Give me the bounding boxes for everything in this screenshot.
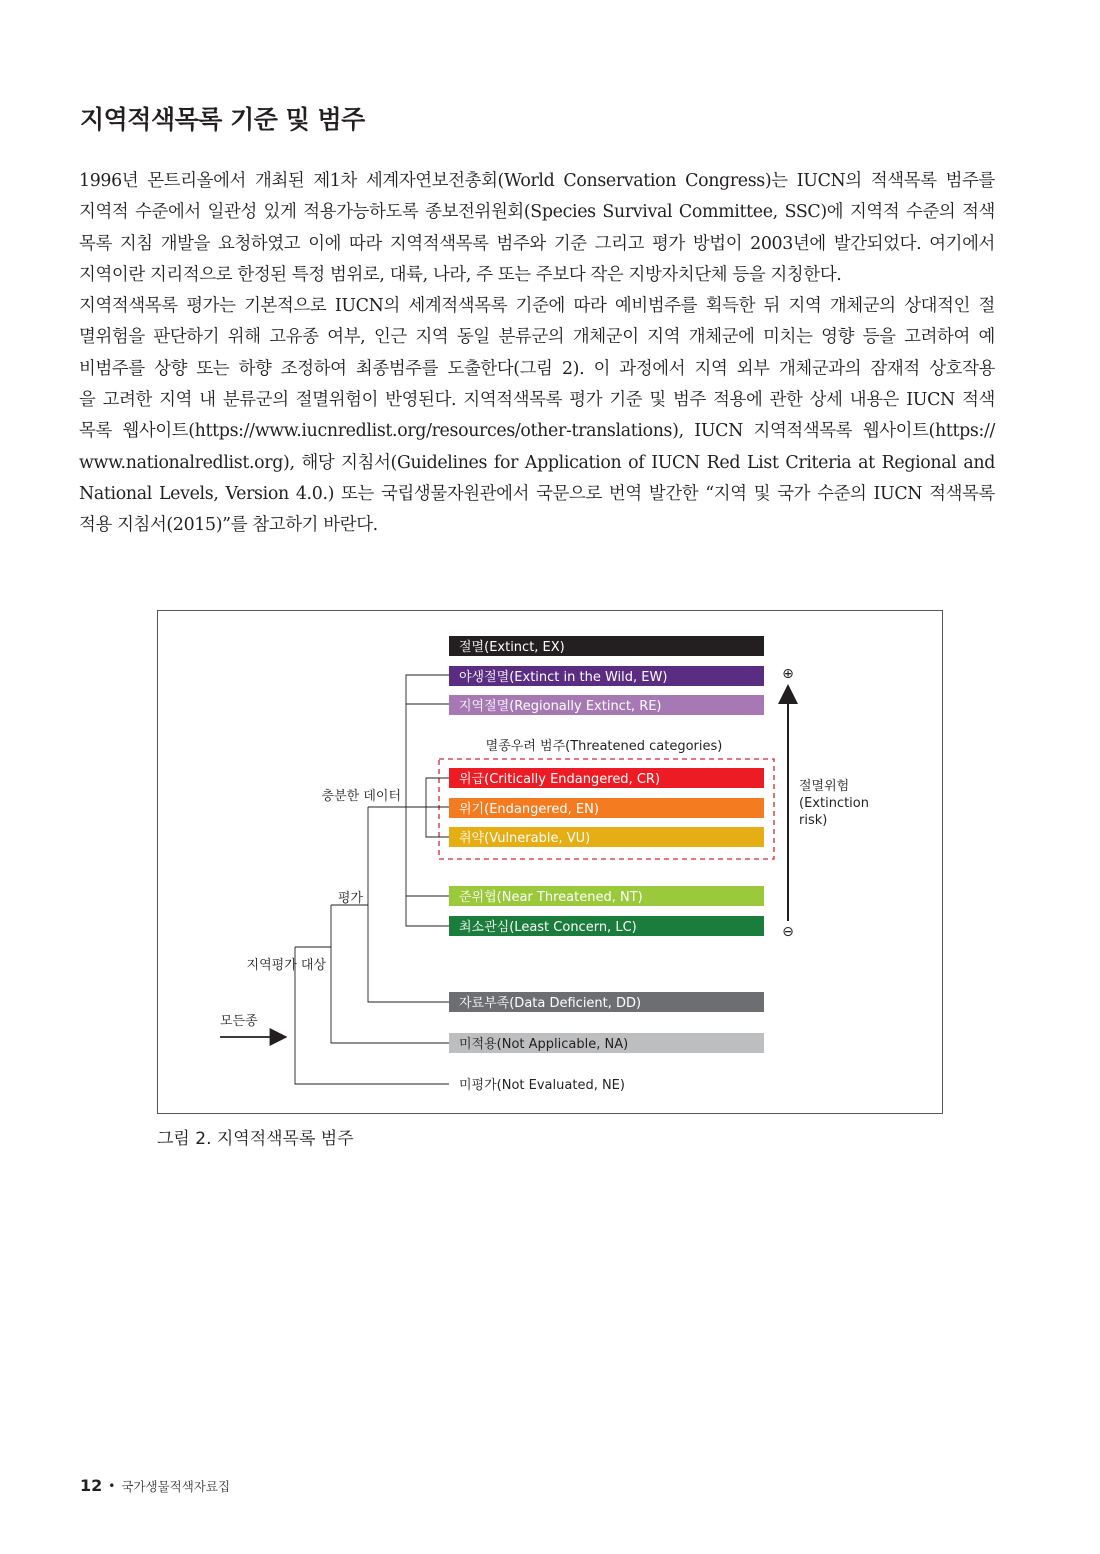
category-label: 미적용(Not Applicable, NA): [459, 1037, 629, 1052]
category-label: 미평가(Not Evaluated, NE): [459, 1078, 625, 1093]
evaluated-label: 평가: [337, 891, 363, 906]
page-number: 12: [80, 1476, 103, 1495]
body-line: 을 고려한 지역 내 분류군의 절멸위험이 반영된다. 지역적색목록 평가 기준 및 범주 적용에 관한 상세 내용은 IUCN 적색: [79, 390, 995, 411]
page-footer: [80, 1476, 230, 1495]
bullet-icon: •: [108, 1478, 116, 1493]
body-line: National Levels, Version 4.0.) 또는 국립생물자원관에서 국문으로 번역 발간한 “지역 및 국가 수준의 IUCN 적색목록: [79, 483, 995, 504]
body-line: www.nationalredlist.org), 해당 지침서(Guidelines for Application of IUCN Red List Criteria at Regional and: [79, 452, 995, 473]
category-label: 취약(Vulnerable, VU): [459, 831, 591, 846]
all-species-label: 모든종: [220, 1014, 258, 1029]
body-line: 비범주를 상향 또는 하향 조정하여 최종범주를 도출한다(그림 2). 이 과정에서 지역 외부 개체군과의 잠재적 상호작용: [79, 358, 995, 379]
adequate-data-label: 충분한 데이터: [321, 789, 401, 804]
risk-label-line: (Extinction: [799, 796, 869, 811]
category-label: 준위협(Near Threatened, NT): [459, 890, 643, 905]
risk-label-line: risk): [799, 813, 828, 828]
category-label: 자료부족(Data Deficient, DD): [459, 996, 642, 1011]
category-diagram: [157, 610, 943, 1114]
category-label: 절멸(Extinct, EX): [459, 640, 565, 655]
category-label: 야생절멸(Extinct in the Wild, EW): [459, 670, 668, 685]
category-label: 최소관심(Least Concern, LC): [459, 920, 637, 935]
threatened-label: 멸종우려 범주(Threatened categories): [485, 739, 723, 754]
risk-label-line: 절멸위험: [799, 779, 850, 794]
category-bars: [449, 636, 764, 1093]
category-diagram-svg: [158, 611, 942, 1113]
category-label: 위급(Critically Endangered, CR): [459, 772, 661, 787]
body-line: 지역적 수준에서 일관성 있게 적용가능하도록 종보전위원회(Species Survival Committee, SSC)에 지역적 수준의 적색: [79, 202, 995, 223]
body-text: [79, 166, 995, 542]
body-line: 지역이란 지리적으로 한정된 특정 범위로, 대륙, 나라, 주 또는 주보다 작은 지방자치단체 등을 지칭한다.: [79, 264, 842, 285]
category-label: 위기(Endangered, EN): [459, 802, 599, 817]
tree-connectors: [295, 675, 449, 1084]
body-line: 1996년 몬트리올에서 개최된 제1차 세계자연보전총회(World Conservation Congress)는 IUCN의 적색목록 범주를: [79, 171, 995, 191]
body-line: 목록 웹사이트(https://www.iucnredlist.org/resources/other-translations), IUCN 지역적색목록 웹사이트(https://: [79, 421, 995, 442]
eligible-label: 지역평가 대상: [246, 958, 326, 973]
publication-title: 국가생물적색자료집: [121, 1478, 231, 1494]
minus-icon: ⊖: [782, 924, 794, 940]
figure-caption: 그림 2. 지역적색목록 범주: [157, 1129, 354, 1149]
body-line: 지역적색목록 평가는 기본적으로 IUCN의 세계적색목록 기준에 따라 예비범주를 획득한 뒤 지역 개체군의 상대적인 절: [79, 296, 995, 317]
category-label: 지역절멸(Regionally Extinct, RE): [459, 699, 662, 714]
body-line: 적용 지침서(2015)”를 참고하기 바란다.: [79, 515, 378, 536]
plus-icon: ⊕: [782, 666, 794, 682]
body-line: 목록 지침 개발을 요청하였고 이에 따라 지역적색목록 범주와 기준 그리고 평가 방법이 2003년에 발간되었다. 여기에서: [79, 233, 995, 254]
section-title: 지역적색목록 기준 및 범주: [80, 105, 365, 134]
body-line: 멸위험을 판단하기 위해 고유종 여부, 인근 지역 동일 분류군의 개체군이 지역 개체군에 미치는 영향 등을 고려하여 예: [79, 327, 995, 348]
